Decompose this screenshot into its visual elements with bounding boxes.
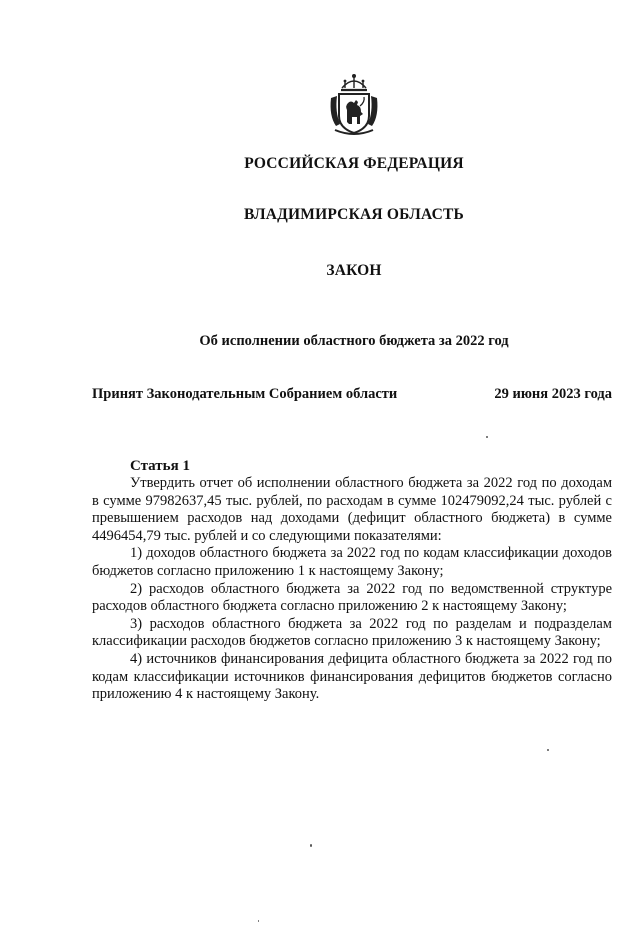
law-title: Об исполнении областного бюджета за 2022 год bbox=[199, 333, 509, 349]
coat-of-arms-icon bbox=[327, 72, 381, 136]
adopting-body: Принят Законодательным Собранием области bbox=[92, 386, 398, 402]
scan-speck bbox=[547, 749, 549, 751]
article-list-item: 3) расходов областного бюджета за 2022 год по разделам и подразделам классификации расходов бюджетов согласно приложению 3 к настоящему Закону; bbox=[92, 615, 612, 650]
adoption-date: 29 июня 2023 года bbox=[494, 386, 612, 402]
country-heading: РОССИЙСКАЯ ФЕДЕРАЦИЯ bbox=[244, 155, 464, 172]
scan-speck bbox=[258, 920, 259, 922]
article-heading: Статья 1 bbox=[130, 458, 190, 474]
article-list-item: 2) расходов областного бюджета за 2022 год по ведомственной структуре расходов областного бюджета согласно приложению 2 к настоящему Закону; bbox=[92, 580, 612, 615]
article-list-item: 1) доходов областного бюджета за 2022 год по кодам классификации доходов бюджетов согласно приложению 1 к настоящему Закону; bbox=[92, 545, 612, 579]
article-list-item: 4) источников финансирования дефицита областного бюджета за 2022 год по кодам классификации источников финансирования дефицитов бюджетов согласно приложению 4 к настоящему Закону. bbox=[92, 650, 612, 703]
scan-speck bbox=[310, 844, 312, 847]
article-paragraph: Утвердить отчет об исполнении областного бюджета за 2022 год по доходам в сумме 97982637,45 тыс. рублей, по расходам в сумме 102479092,24 тыс. рублей с превышением расходов над доходами (дефицит областного бюджета) в сумме 4496454,79 тыс. рублей и со следующими показателями: bbox=[92, 475, 612, 544]
region-heading: ВЛАДИМИРСКАЯ ОБЛАСТЬ bbox=[244, 206, 464, 223]
article-body bbox=[92, 475, 612, 704]
scan-speck bbox=[486, 436, 488, 438]
document-type-heading: ЗАКОН bbox=[326, 262, 382, 279]
